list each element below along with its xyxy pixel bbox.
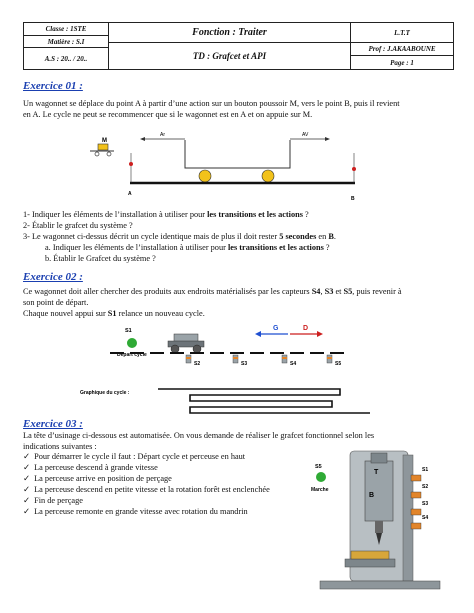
fig1-label-a: A bbox=[128, 191, 132, 197]
fig3-label-b: B bbox=[369, 492, 375, 499]
sensor-s2-icon bbox=[186, 355, 191, 363]
ex1-question-3: 3- Le wagonnet ci-dessus décrit un cycle identique mais de plus il doit rester 5 secondes en B. bbox=[23, 232, 336, 241]
fig2-label-s5: S5 bbox=[335, 361, 342, 367]
fig2-label-s3: S3 bbox=[241, 361, 248, 367]
sensor-s1-icon bbox=[411, 475, 421, 481]
fig2-label-s1: S1 bbox=[125, 328, 132, 334]
fig2-label-g: G bbox=[273, 325, 279, 332]
fig3-label-s3: S3 bbox=[422, 501, 429, 507]
wagon-body bbox=[185, 140, 290, 168]
fig2-label-graph: Graphique du cycle : bbox=[80, 390, 130, 396]
drill-head bbox=[365, 461, 393, 521]
drill-base bbox=[320, 581, 440, 589]
cart-wheel-right bbox=[193, 345, 201, 353]
fig3-label-s5: S5 bbox=[315, 464, 322, 470]
sensor-s2-icon bbox=[411, 492, 421, 498]
ex3-item-4: ✓ Fin de perçage bbox=[23, 496, 83, 505]
header-matiere: Matière : S.I bbox=[24, 36, 109, 48]
ex1-question-1: 1- Indiquer les éléments de l’installation à utiliser pour les transitions et les actions ? bbox=[23, 210, 309, 219]
sensor-s4-icon bbox=[411, 523, 421, 529]
arrow-left-icon bbox=[140, 137, 145, 141]
sensor-b-icon bbox=[352, 167, 356, 171]
fig1-label-ar: Ar bbox=[160, 132, 165, 138]
wagon-wheel-right bbox=[262, 170, 274, 182]
ex3-item-0: ✓ Pour démarrer le cycle il faut : Départ cycle et perceuse en haut bbox=[23, 452, 246, 461]
check-icon: ✓ bbox=[23, 463, 30, 472]
workpiece bbox=[351, 551, 389, 559]
ex2-line1: Ce wagonnet doit aller chercher des produits aux endroits matérialisés par les capteurs S4, S3 et S5, puis revenir à bbox=[23, 287, 402, 296]
ex1-intro-line1: Un wagonnet se déplace du point A à partir d’une action sur un bouton poussoir M, vers le point B, puis il revient bbox=[23, 99, 400, 108]
header-table bbox=[23, 22, 454, 70]
ex3-drill-figure bbox=[305, 447, 450, 595]
fig1-label-b: B bbox=[351, 196, 355, 202]
header-td: TD : Grafcet et API bbox=[109, 43, 351, 69]
fig2-label-depart: Départ cycle bbox=[117, 352, 147, 358]
sensor-a-icon bbox=[129, 162, 133, 166]
sensor-s4-icon bbox=[282, 355, 287, 363]
ex1-intro-line2: en A. Le cycle ne peut se recommencer que si le wagonnet est en A et on appuie sur M. bbox=[23, 110, 313, 119]
ex1-title: Exercice 01 : bbox=[23, 80, 83, 92]
fig2-label-s2: S2 bbox=[194, 361, 201, 367]
arrow-d-icon bbox=[317, 331, 323, 337]
fig3-label-s2: S2 bbox=[422, 484, 429, 490]
ex3-item-5: ✓ La perceuse remonte en grande vitesse avec rotation du mandrin bbox=[23, 507, 248, 516]
fig1-label-av: AV bbox=[302, 132, 309, 138]
marche-button-icon bbox=[316, 472, 326, 482]
ex3-line2: indications suivantes : bbox=[23, 442, 97, 451]
header-prof: Prof : J.AKAABOUNE bbox=[351, 43, 453, 56]
header-page: Page : 1 bbox=[390, 58, 414, 67]
check-icon: ✓ bbox=[23, 496, 30, 505]
ex2-line3: Chaque nouvel appui sur S1 relance un nouveau cycle. bbox=[23, 309, 205, 318]
check-icon: ✓ bbox=[23, 485, 30, 494]
fig2-label-s4: S4 bbox=[290, 361, 297, 367]
sensor-s3-icon bbox=[233, 355, 238, 363]
arrow-right-icon bbox=[325, 137, 330, 141]
ex3-item-3: ✓ La perceuse descend en petite vitesse et la rotation forêt est enclenchée bbox=[23, 485, 270, 494]
fig2-label-d: D bbox=[303, 325, 309, 332]
arrow-g-icon bbox=[255, 331, 261, 337]
header-ltt: L.T.T bbox=[351, 23, 453, 43]
ex2-title: Exercice 02 : bbox=[23, 271, 83, 283]
fig3-label-t: T bbox=[374, 469, 379, 476]
fig1-label-m: M bbox=[102, 138, 107, 144]
fig3-label-s1: S1 bbox=[422, 467, 429, 473]
ex1-question-2: 2- Établir le grafcet du système ? bbox=[23, 221, 133, 230]
check-icon: ✓ bbox=[23, 507, 30, 516]
m-button-icon bbox=[98, 144, 108, 150]
ex2-figure bbox=[80, 320, 370, 420]
sensor-s3-icon bbox=[411, 509, 421, 515]
cycle-graph bbox=[158, 389, 370, 413]
ex1-question-3a: a. Indiquer les éléments de l’installation à utiliser pour les transitions et les actions ? bbox=[45, 243, 330, 252]
spindle bbox=[375, 521, 383, 533]
start-button-icon bbox=[127, 338, 137, 348]
header-annee: A.S : 20.. / 20.. bbox=[24, 48, 109, 69]
wagon-wheel-left bbox=[199, 170, 211, 182]
header-fonction: Fonction : Traiter bbox=[109, 23, 351, 43]
ex3-item-1: ✓ La perceuse descend à grande vitesse bbox=[23, 463, 158, 472]
fig3-label-marche: Marche bbox=[311, 487, 329, 493]
ex2-line2: son point de départ. bbox=[23, 298, 89, 307]
fig3-label-s4: S4 bbox=[422, 515, 429, 521]
check-icon: ✓ bbox=[23, 452, 30, 461]
ex1-wagon-figure bbox=[80, 128, 380, 206]
ex3-item-2: ✓ La perceuse arrive en position de perçage bbox=[23, 474, 172, 483]
sensor-s5-icon bbox=[327, 355, 332, 363]
cart-wheel-left bbox=[171, 345, 179, 353]
check-icon: ✓ bbox=[23, 474, 30, 483]
header-classe: Classe : 1STE bbox=[24, 23, 109, 36]
ex3-title: Exercice 03 : bbox=[23, 418, 83, 430]
drill-table bbox=[345, 559, 395, 567]
ex3-line1: La tête d’usinage ci-dessous est automatisée. On vous demande de réaliser le grafcet fonctionnel selon les bbox=[23, 431, 375, 440]
ex1-question-3b: b. Établir le Grafcet du système ? bbox=[45, 254, 156, 263]
